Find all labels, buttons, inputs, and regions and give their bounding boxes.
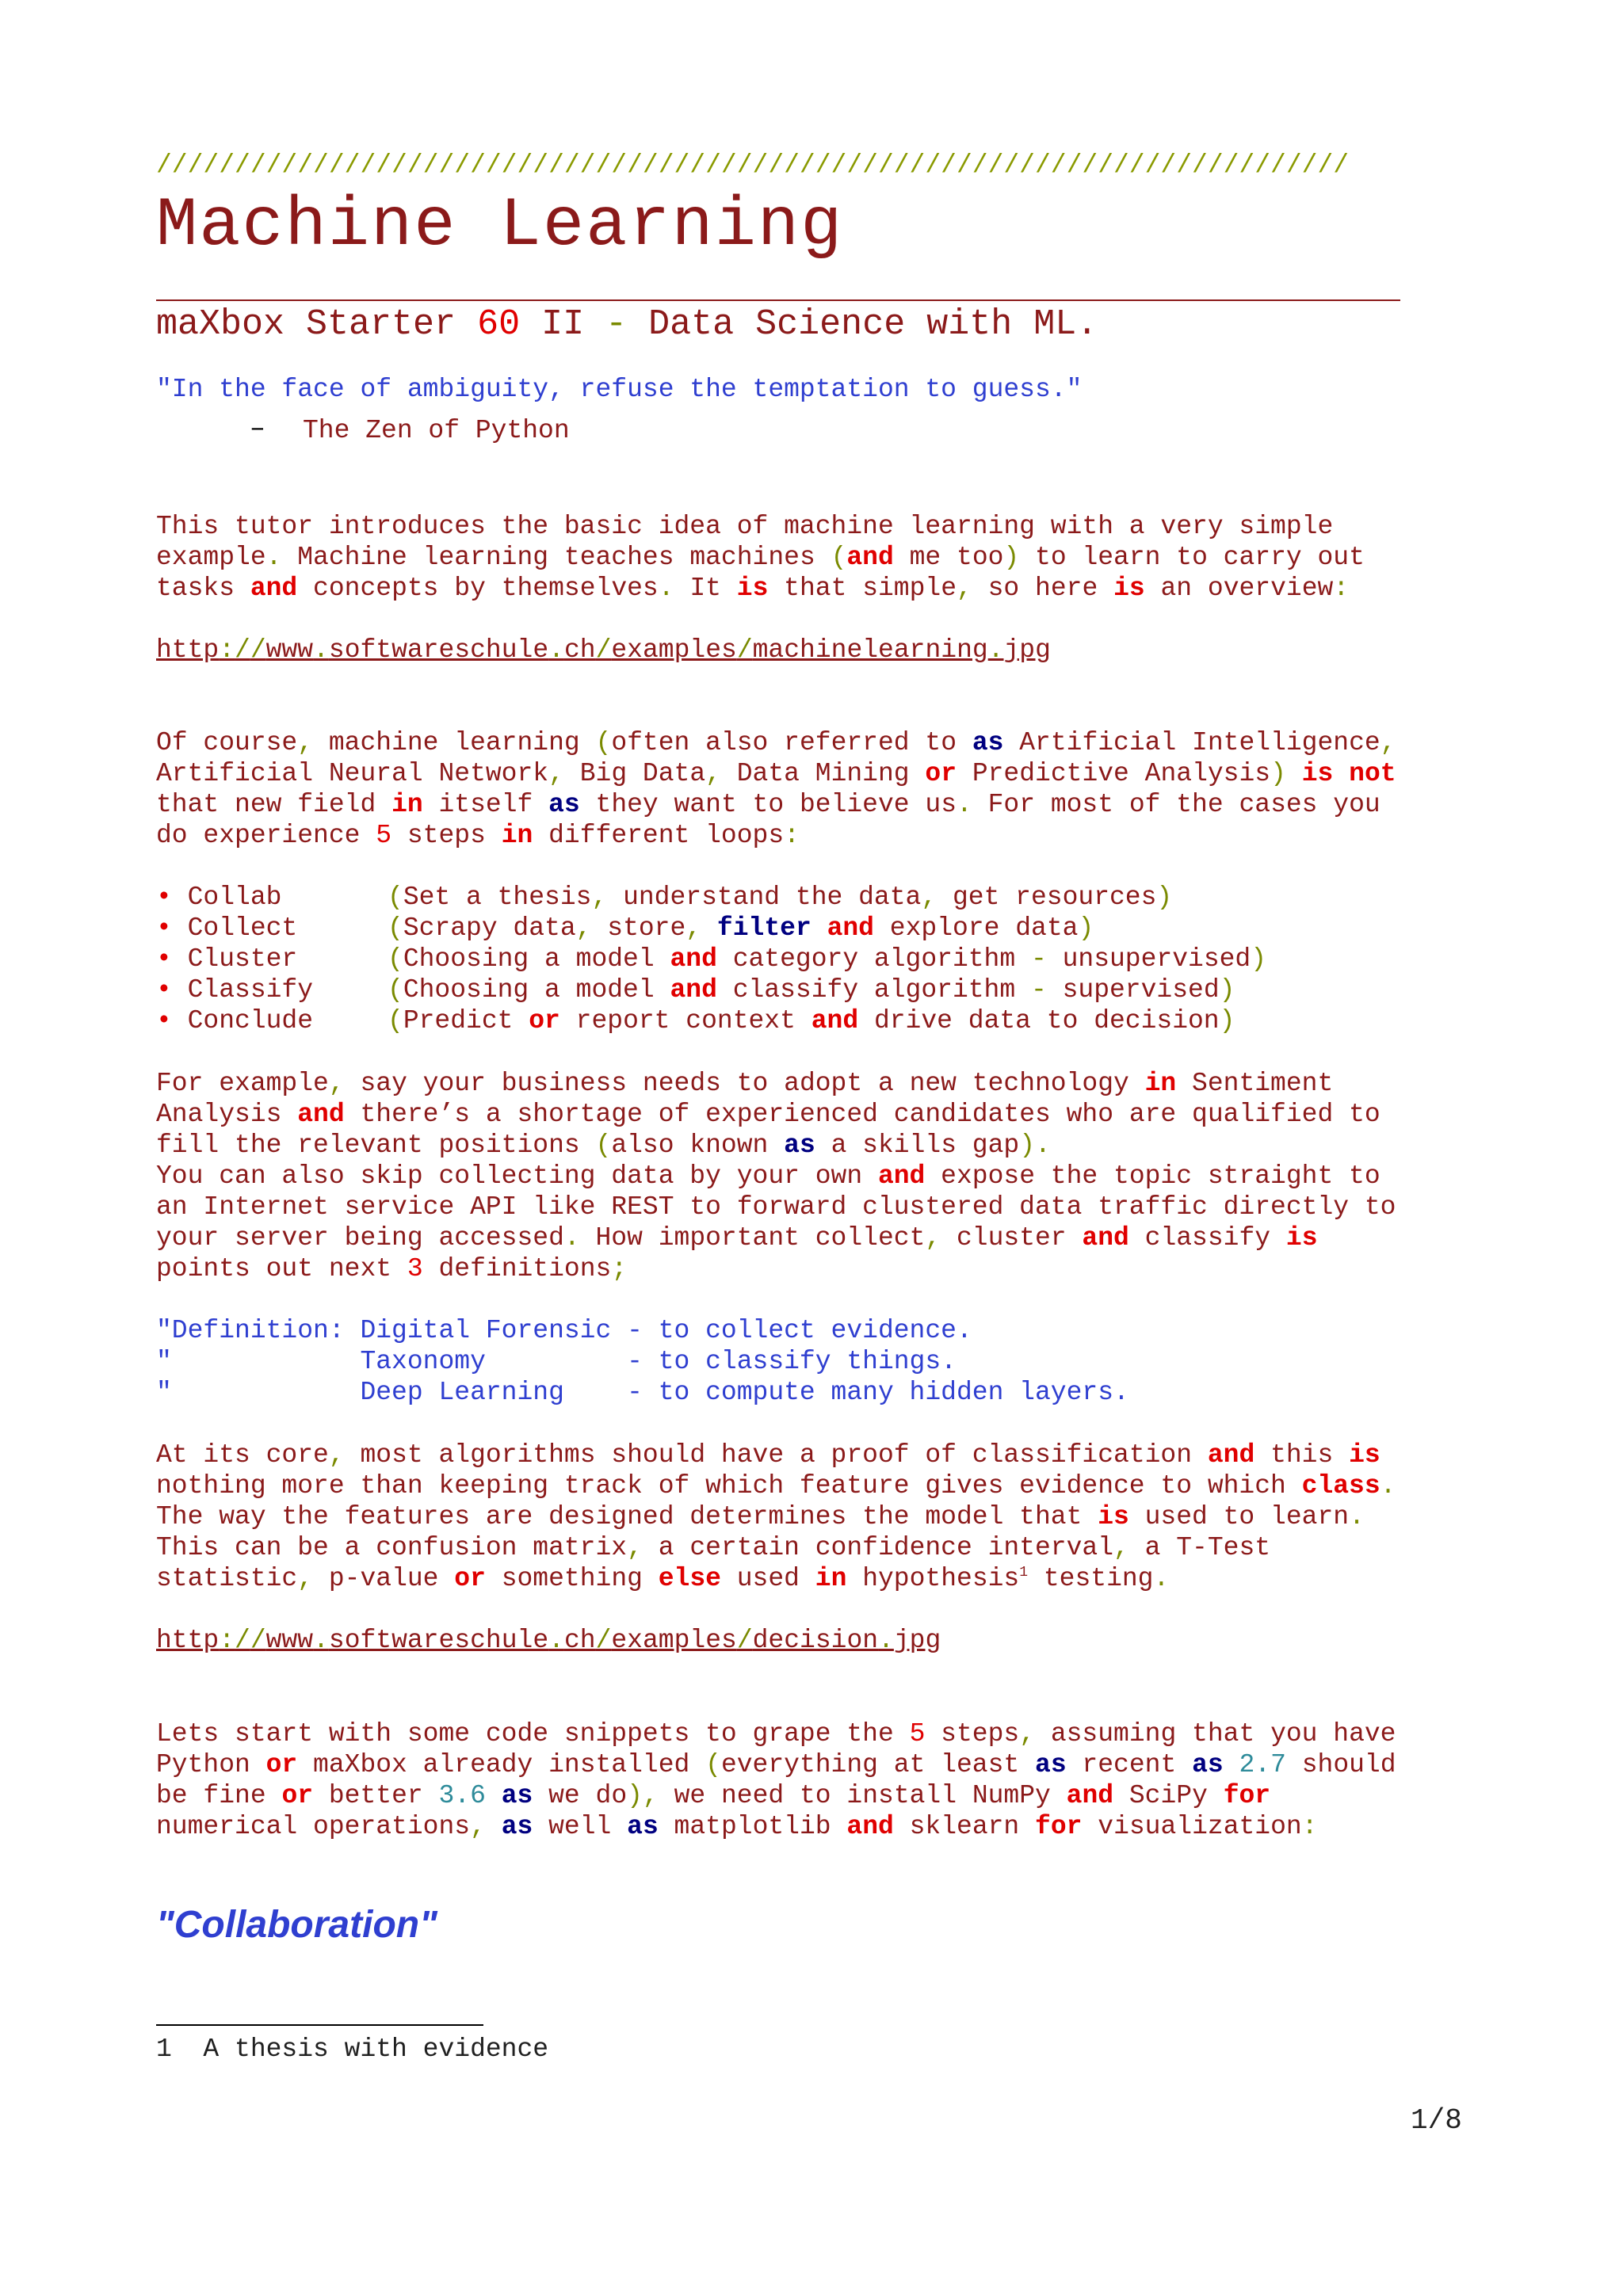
text-line: The way the features are designed determines the model that is used to learn. (156, 1502, 1365, 1531)
list-item: • Cluster (156, 944, 298, 974)
section-heading: "Collaboration" (156, 1904, 437, 1946)
text-line: numerical operations, as well as matplotlib and sklearn for visualization: (156, 1812, 1318, 1841)
epigraph-dash: – (250, 414, 265, 444)
title-underline (156, 299, 1400, 301)
text-line: points out next 3 definitions; (156, 1254, 628, 1283)
link-machinelearning[interactable]: http://www.softwareschule.ch/examples/machinelearning.jpg (156, 635, 1051, 665)
epigraph-quote: "In the face of ambiguity, refuse the temptation to guess." (156, 375, 1083, 404)
definition-line: " Taxonomy - to classify things. (156, 1347, 957, 1376)
document-subtitle: maXbox Starter 60 II - Data Science with ML. (156, 304, 1098, 345)
text-line: fill the relevant positions (also known as a skills gap). (156, 1131, 1051, 1160)
page-number: 1/8 (1411, 2104, 1462, 2137)
link-decision[interactable]: http://www.softwareschule.ch/examples/decision.jpg (156, 1626, 941, 1655)
definition-line: "Definition: Digital Forensic - to collect evidence. (156, 1316, 972, 1345)
text-line: Python or maXbox already installed (everything at least as recent as 2.7 should (156, 1750, 1396, 1779)
list-item: • Conclude (156, 1006, 314, 1035)
document-title: Machine Learning (156, 188, 844, 265)
footnote: 1 A thesis with evidence (156, 2035, 549, 2064)
list-item-desc: (Predict or report context and drive data to decision) (388, 1006, 1235, 1035)
text-line: tasks and concepts by themselves. It is that simple, so here is an overview: (156, 574, 1350, 603)
list-item: • Classify (156, 975, 314, 1005)
text-line: be fine or better 3.6 as we do), we need to install NumPy and SciPy for (156, 1781, 1271, 1810)
text-line: do experience 5 steps in different loops: (156, 821, 800, 850)
text-line: that new field in itself as they want to believe us. For most of the cases you (156, 790, 1381, 819)
text-line: This tutor introduces the basic idea of machine learning with a very simple (156, 512, 1334, 541)
text-line: For example, say your business needs to adopt a new technology in Sentiment (156, 1069, 1334, 1098)
list-item-desc: (Choosing a model and category algorithm - unsupervised) (388, 944, 1267, 974)
list-item: • Collab (156, 883, 282, 912)
epigraph-attribution: The Zen of Python (303, 416, 570, 445)
text-line: Artificial Neural Network, Big Data, Data Mining or Predictive Analysis) is not (156, 759, 1396, 788)
text-line: statistic, p-value or something else used in hypothesis$^1$ testing. (156, 1564, 1170, 1593)
text-line: an Internet service API like REST to forward clustered data traffic directly to (156, 1192, 1396, 1222)
text-line: example. Machine learning teaches machines (and me too) to learn to carry out (156, 543, 1365, 572)
list-item-desc: (Set a thesis, understand the data, get resources) (388, 883, 1173, 912)
text-line: You can also skip collecting data by your own and expose the topic straight to (156, 1161, 1381, 1191)
footnote-separator (156, 2024, 483, 2026)
definition-line: " Deep Learning - to compute many hidden layers. (156, 1378, 1129, 1407)
list-item: • Collect (156, 913, 298, 943)
header-slash-rule: //////////////////////////////////////////////////////////////////////////// (156, 151, 1350, 180)
list-item-desc: (Scrapy data, store, filter and explore data) (388, 913, 1094, 943)
text-line: your server being accessed. How important collect, cluster and classify is (156, 1223, 1318, 1253)
footnote-ref[interactable]: 1 (1019, 1565, 1029, 1581)
text-line: Lets start with some code snippets to grape the 5 steps, assuming that you have (156, 1719, 1396, 1749)
text-line: Of course, machine learning (often also referred to as Artificial Intelligence, (156, 728, 1396, 757)
text-line: At its core, most algorithms should have a proof of classification and this is (156, 1440, 1381, 1470)
text-line: Analysis and there’s a shortage of experienced candidates who are qualified to (156, 1100, 1381, 1129)
list-item-desc: (Choosing a model and classify algorithm - supervised) (388, 975, 1235, 1005)
text-line: This can be a confusion matrix, a certain confidence interval, a T-Test (156, 1533, 1271, 1562)
text-line: nothing more than keeping track of which feature gives evidence to which class. (156, 1471, 1396, 1501)
